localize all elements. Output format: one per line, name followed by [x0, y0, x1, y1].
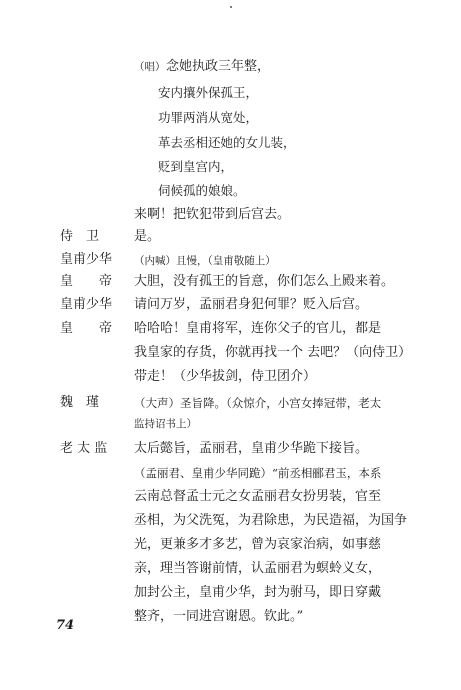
- line-emperor: 带走！（少华拔剑，侍卫团介）: [134, 369, 317, 384]
- verse-line-2: 安内攘外保孤王，: [158, 85, 259, 100]
- line-huangfu-shaohua: 请问万岁，孟丽君身犯何罪？贬入后宫。: [134, 297, 369, 312]
- line-old-eunuch: 太后懿旨，孟丽君，皇甫少华跪下接旨。: [134, 441, 369, 456]
- line-old-eunuch: （孟丽君、皇甫少华同跪）“前丞相郦君玉，本系: [134, 466, 382, 480]
- role-old-eunuch: 老 太 监: [60, 441, 108, 456]
- verse-line-3: 功罪两消从宽处，: [158, 110, 259, 125]
- print-speck: [230, 6, 232, 8]
- line-emperor: 我皇家的存货，你就再找一个 去吧？（向侍卫）: [134, 345, 412, 360]
- role-huangfu-shaohua: 皇甫少华: [60, 297, 113, 312]
- page-number: 74: [56, 618, 75, 633]
- role-guard: 侍 卫: [60, 229, 100, 244]
- line-guard: 是。: [134, 229, 161, 244]
- verse-line-6: 伺候孤的娘娘。: [158, 183, 246, 198]
- line-emperor: 大胆，没有孤王的旨意，你们怎么上殿来着。: [134, 274, 395, 289]
- line-old-eunuch: 加封公主，皇甫少华，封为驸马，即日穿戴: [134, 585, 382, 600]
- spoken-after-verse: 来啊！把钦犯带到后宫去。: [134, 207, 291, 222]
- line-emperor: 哈哈哈！皇甫将军，连你父子的官儿，都是: [134, 321, 382, 336]
- singing-tag: （唱）: [134, 61, 166, 73]
- line-old-eunuch: 丞相，为父洗冤，为君除患，为民造福，为国争: [134, 513, 408, 528]
- role-wei-jin: 魏 瑾: [60, 395, 100, 410]
- line-old-eunuch: 光，更兼多才多艺，曾为哀家治病，如事慈: [134, 537, 382, 552]
- role-emperor: 皇 帝: [60, 274, 113, 289]
- line-wei-jin: （大声）圣旨降。（众惊介，小宫女捧冠带，老太: [134, 396, 382, 410]
- verse-line-4: 革去丞相还她的女儿装，: [158, 135, 296, 150]
- line-old-eunuch: 亲，理当答谢前情，认孟丽君为螟蛉义女，: [134, 561, 382, 576]
- verse-line-5: 贬到皇宫内，: [158, 159, 234, 174]
- line-huangfu-shaohua: （内喊）且慢，（皇甫敬随上）: [134, 255, 276, 267]
- line-old-eunuch: 整齐，一同进宫谢恩。钦此。”: [134, 609, 304, 624]
- line-old-eunuch: 云南总督孟士元之女孟丽君女扮男装，官至: [134, 489, 382, 504]
- role-huangfu-shaohua: 皇甫少华: [60, 252, 113, 267]
- verse-line-1: 念她执政三年整，: [166, 59, 271, 74]
- role-emperor: 皇 帝: [60, 321, 113, 336]
- line-wei-jin: 监持诏书上）: [134, 418, 197, 430]
